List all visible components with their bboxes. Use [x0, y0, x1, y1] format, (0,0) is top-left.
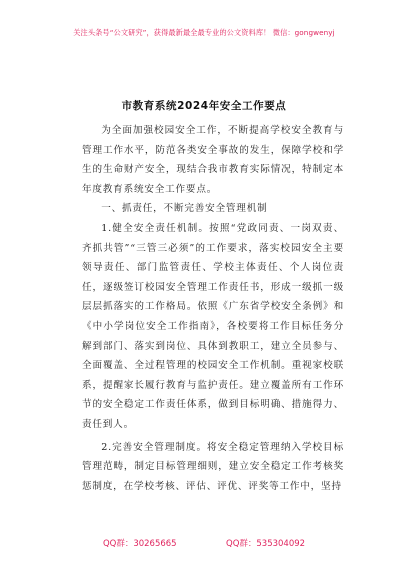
qq-group-2-label: QQ群：	[226, 539, 257, 549]
document-title: 市教育系统2024年安全工作要点	[121, 100, 287, 112]
qq-group-1-label: QQ群：	[102, 539, 134, 549]
document-body	[82, 121, 344, 496]
header-banner: 关注头条号“公文研究”，获得最新最全最专业的公文资料库！ 微信：gongwenyj	[73, 28, 335, 37]
qq-group-2	[226, 537, 305, 549]
qq-group-1	[103, 537, 177, 549]
intro-paragraph: 为全面加强校园安全工作，不断提高学校安全教育与管理工作水平，防范各类安全事故的发生，保障学校和学生的生命财产安全，现结合我市教育实际情况，特制定本年度教育系统安全工作要点。	[82, 125, 344, 195]
footer-contact	[0, 537, 408, 549]
qq-group-2-number: 535304092	[256, 539, 306, 549]
qq-group-1-number: 30265665	[133, 539, 177, 549]
section-heading: 一、抓责任，不断完善安全管理机制	[101, 203, 268, 215]
item-paragraph-1: 1.健全安全责任机制。按照“党政同责、一岗双责、齐抓共管”“三管三必须”的工作要求，落实校园安全主要领导责任、部门监管责任、学校主体责任、个人岗位责任，逐级签订校园安全管理工作责任书，形成一级抓一级层层抓落实的工作格局。依照《广东省学校安全条例》和《中小学岗位安全工作指南》，各校要将工作目标任务分解到部门、落实到岗位、具体到教职工，建立全员参与、全面覆盖、全过程管理的校园安全工作机制。重视家校联系，提醒家长履行教育与监护责任。建立覆盖所有工作环节的安全稳定工作责任体系，做到目标明确、措施得力、责任到人。	[82, 222, 344, 430]
item-paragraph-2: 2.完善安全管理制度。将安全稳定管理纳入学校目标管理范畴，制定目标管理细则，建立安全稳定工作考核奖惩制度，在学校考核、评估、评优、评奖等工作中，坚持	[82, 441, 344, 492]
